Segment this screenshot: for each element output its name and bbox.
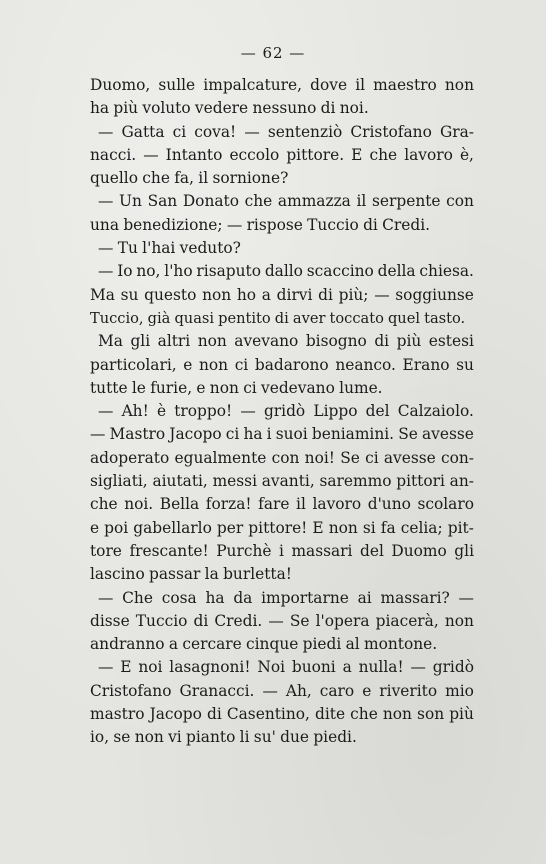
word: pianto [186, 728, 236, 747]
word: importarne [261, 588, 349, 607]
word: con [271, 448, 300, 467]
word: Intanto [165, 145, 223, 164]
word: il [355, 76, 366, 94]
word: Se [289, 611, 310, 630]
word: suoi [275, 425, 308, 444]
word: della [377, 262, 416, 281]
word: per [216, 518, 244, 537]
word: egualmente [174, 448, 267, 467]
word: del [365, 402, 390, 421]
word: — [98, 239, 114, 258]
word: cinque [246, 635, 299, 654]
word: è [156, 402, 167, 421]
word: troppo! [174, 402, 233, 421]
word: d'uno [367, 495, 411, 514]
word: maestro [373, 76, 437, 94]
word: — [458, 588, 474, 607]
text-line [90, 214, 474, 237]
word: mastro [90, 705, 145, 724]
word: — [98, 402, 114, 421]
word: non [444, 611, 474, 630]
word: Noi [257, 658, 286, 677]
word: sulle [158, 76, 196, 94]
word: al [345, 635, 360, 654]
text-line [90, 703, 474, 726]
word: Ma [90, 285, 115, 304]
word: Tuccio, [90, 309, 144, 327]
word: — [98, 262, 114, 281]
word: il [296, 495, 306, 514]
word: gli [130, 332, 151, 351]
text-line [90, 470, 474, 493]
word: piacerà, [375, 611, 439, 630]
text-line [90, 517, 474, 540]
word: scaccino [306, 262, 374, 281]
text-line [90, 144, 474, 167]
word: noi. [124, 495, 154, 514]
word: Gatta [121, 122, 165, 141]
word: pittori [396, 472, 445, 491]
word: Cristofano [90, 681, 172, 700]
word: ha [243, 425, 263, 444]
word: su [456, 355, 474, 374]
word: lascino [90, 565, 145, 584]
word: Credi. [214, 611, 263, 630]
word: i [278, 541, 284, 560]
word: Credi. [382, 215, 431, 234]
word: nulla! [358, 658, 404, 677]
word: ai [357, 588, 372, 607]
word: beniamini. [311, 425, 395, 444]
word: non [382, 705, 412, 724]
word: il [198, 169, 209, 188]
text-line [90, 680, 474, 703]
word: l'ho [164, 262, 193, 281]
word: che [350, 705, 378, 724]
word: si [362, 518, 376, 537]
word: pentito [218, 309, 271, 327]
text-line [90, 190, 474, 213]
word: del [359, 541, 384, 560]
text-line [90, 540, 474, 563]
word: i [266, 425, 272, 444]
word: non [209, 378, 239, 397]
word: frescante! [129, 541, 209, 560]
word: badarono [254, 355, 329, 374]
word: tore [90, 541, 122, 560]
word: — [262, 681, 278, 700]
word: neanco. [335, 355, 396, 374]
word: no, [136, 262, 161, 281]
word: di [320, 99, 336, 118]
word: — [226, 215, 243, 234]
text-line [90, 400, 474, 423]
word: poi [104, 518, 129, 537]
word: una [90, 215, 120, 234]
word: — [90, 425, 106, 444]
word: pittore. [286, 145, 345, 164]
text-line [90, 260, 474, 283]
text-line [90, 610, 474, 633]
word: Jacopo [169, 425, 222, 444]
word: non [198, 355, 229, 374]
word: questo [144, 285, 197, 304]
word: più [113, 99, 139, 118]
text-line [90, 97, 474, 120]
word: che [244, 192, 273, 211]
word: voluto [142, 99, 191, 118]
word: Gra- [439, 122, 474, 141]
word: dove [310, 76, 348, 94]
word: noi! [304, 448, 335, 467]
word: e [183, 355, 193, 374]
word: gabellarlo [133, 518, 212, 537]
word: piedi [302, 635, 342, 654]
word: Erano [402, 355, 450, 374]
word: Lippo [313, 402, 358, 421]
text-line [90, 307, 474, 330]
word: caro [319, 681, 355, 700]
word: su' [253, 728, 276, 747]
word: io, [90, 728, 110, 747]
word: massari [291, 541, 353, 560]
word: forza! [205, 495, 252, 514]
word: e [362, 681, 372, 700]
word: avanti, [261, 472, 315, 491]
word: disse [90, 611, 130, 630]
word: di [363, 215, 378, 234]
word: estesi [428, 332, 474, 351]
word: aver [292, 309, 326, 327]
word: nacci. [90, 145, 137, 164]
word: Tuccio [135, 611, 188, 630]
word: non [328, 518, 358, 537]
word: da [233, 588, 253, 607]
word: cosa [161, 588, 197, 607]
word: furie, [150, 378, 193, 397]
word: e [90, 518, 100, 537]
word: serpente [372, 192, 441, 211]
text-line [90, 423, 474, 446]
word: a [261, 285, 271, 304]
word: più [449, 705, 474, 724]
page-number: — 62 — [240, 44, 306, 62]
word: l'hai [142, 239, 176, 258]
word: gridò [432, 658, 474, 677]
word: se [113, 728, 131, 747]
word: Se [340, 448, 360, 467]
text-line [90, 330, 474, 353]
word: pit- [447, 518, 474, 537]
word: e [196, 378, 206, 397]
word: ammazza [277, 192, 351, 211]
word: nessuno [252, 99, 317, 118]
word: sentenziò [267, 122, 343, 141]
text-line [90, 447, 474, 470]
word: bisogno [305, 332, 367, 351]
word: — [268, 611, 284, 630]
word: messi [212, 472, 257, 491]
word: ci [234, 355, 249, 374]
word: a [342, 658, 352, 677]
word: Casentino, [226, 705, 310, 724]
text-line [90, 121, 474, 144]
word: noi [138, 658, 163, 677]
text-line [90, 284, 474, 307]
word: con [446, 192, 474, 211]
word: benedizione; [123, 215, 223, 234]
word: di [207, 705, 222, 724]
word: tasto. [424, 309, 466, 327]
word: ci [225, 425, 240, 444]
text-line [90, 354, 474, 377]
word: che [142, 169, 170, 188]
word: — [98, 122, 114, 141]
word: su [120, 285, 139, 304]
text-line [90, 633, 474, 656]
word: Tu [117, 239, 138, 258]
word: — [98, 192, 114, 211]
word: ci [172, 122, 187, 141]
word: son [417, 705, 445, 724]
word: fa [380, 518, 396, 537]
word: Jacopo [149, 705, 202, 724]
word: fare [258, 495, 290, 514]
word: Calzaiolo. [397, 402, 474, 421]
word: non [134, 728, 164, 747]
word: lume. [339, 378, 383, 397]
word: gridò [263, 402, 306, 421]
word: impalcature, [203, 76, 303, 94]
word: più [396, 332, 422, 351]
text-line [90, 377, 474, 400]
word: saremmo [319, 472, 392, 491]
word: li [239, 728, 250, 747]
word: passar [149, 565, 201, 584]
word: E [120, 658, 132, 677]
word: Un [119, 192, 142, 211]
word: la [204, 565, 219, 584]
word: fa, [174, 169, 194, 188]
word: lavoro [312, 495, 362, 514]
text-line [90, 587, 474, 610]
word: Duomo [391, 541, 447, 560]
word: già [147, 309, 171, 327]
word: San [147, 192, 178, 211]
word: — [244, 122, 260, 141]
word: il [356, 192, 367, 211]
word: vedevano [261, 378, 335, 397]
text-line [90, 493, 474, 516]
word: avesse [383, 448, 436, 467]
word: buoni [291, 658, 336, 677]
word: — [374, 285, 390, 304]
word: non [197, 332, 227, 351]
word: ha [205, 588, 225, 607]
word: con- [440, 448, 474, 467]
word: dite [315, 705, 346, 724]
word: rispose [246, 215, 303, 234]
word: di [193, 611, 209, 630]
word: non [444, 76, 474, 94]
word: — [98, 658, 114, 677]
word: eccolo [229, 145, 280, 164]
word: Cristofano [350, 122, 432, 141]
word: andranno [90, 635, 165, 654]
word: è, [459, 145, 474, 164]
word: che [90, 495, 118, 514]
word: particolari, [90, 355, 177, 374]
word: — [98, 588, 114, 607]
word: ci [365, 448, 379, 467]
word: a [168, 635, 179, 654]
word: non [202, 285, 232, 304]
word: di [374, 332, 390, 351]
word: Granacci. [179, 681, 255, 700]
word: risaputo [196, 262, 261, 281]
word: mio [445, 681, 474, 700]
word: altri [157, 332, 191, 351]
word: E [312, 518, 324, 537]
word: lavoro [404, 145, 453, 164]
text-line [90, 726, 474, 749]
word: an- [449, 472, 474, 491]
text-line [90, 74, 474, 97]
word: Se [398, 425, 418, 444]
word: veduto? [179, 239, 241, 258]
word: montone. [364, 635, 438, 654]
body-text [90, 74, 474, 750]
word: di [274, 309, 289, 327]
word: vi [168, 728, 182, 747]
word: massari? [380, 588, 450, 607]
word: riverito [379, 681, 438, 700]
word: avevano [234, 332, 299, 351]
word: Donato [182, 192, 239, 211]
word: due [280, 728, 310, 747]
word: quello [90, 169, 138, 188]
word: Ah! [121, 402, 149, 421]
word: avesse [421, 425, 474, 444]
word: toccato [329, 309, 384, 327]
word: l'opera [315, 611, 370, 630]
word: dirvi [276, 285, 313, 304]
word: sornione? [212, 169, 289, 188]
word: pittore! [248, 518, 308, 537]
word: Bella [159, 495, 200, 514]
word: — [143, 145, 159, 164]
word: Mastro [109, 425, 166, 444]
text-line [90, 237, 474, 260]
word: cova! [194, 122, 237, 141]
word: più; [338, 285, 369, 304]
word: tutte [90, 378, 128, 397]
word: lasagnoni! [169, 658, 251, 677]
word: aiutati, [152, 472, 208, 491]
word: quasi [174, 309, 215, 327]
word: cercare [182, 635, 242, 654]
word: adoperato [90, 448, 170, 467]
word: — [410, 658, 426, 677]
word: Ma [98, 332, 123, 351]
word: Ah, [285, 681, 312, 700]
word: noi. [339, 99, 369, 118]
word: Io [117, 262, 133, 281]
word: chiesa. [419, 262, 474, 281]
word: gli [454, 541, 474, 560]
text-line [90, 656, 474, 679]
word: E [351, 145, 363, 164]
word: ho [236, 285, 257, 304]
word: piedi. [313, 728, 357, 747]
text-line [90, 167, 474, 190]
word: celia; [400, 518, 443, 537]
word: le [131, 378, 146, 397]
word: soggiunse [395, 285, 474, 304]
word: vedere [194, 99, 249, 118]
text-line [90, 563, 474, 586]
word: — [240, 402, 256, 421]
word: che [369, 145, 398, 164]
word: Purchè [216, 541, 272, 560]
word: sigliati, [90, 472, 148, 491]
word: Duomo, [90, 76, 151, 94]
word: burletta! [223, 565, 292, 584]
word: di [318, 285, 333, 304]
word: ha [90, 99, 110, 118]
word: dallo [264, 262, 303, 281]
word: Tuccio [307, 215, 359, 234]
word: Che [122, 588, 153, 607]
word: ci [243, 378, 257, 397]
word: scolaro [417, 495, 474, 514]
word: quel [387, 309, 420, 327]
